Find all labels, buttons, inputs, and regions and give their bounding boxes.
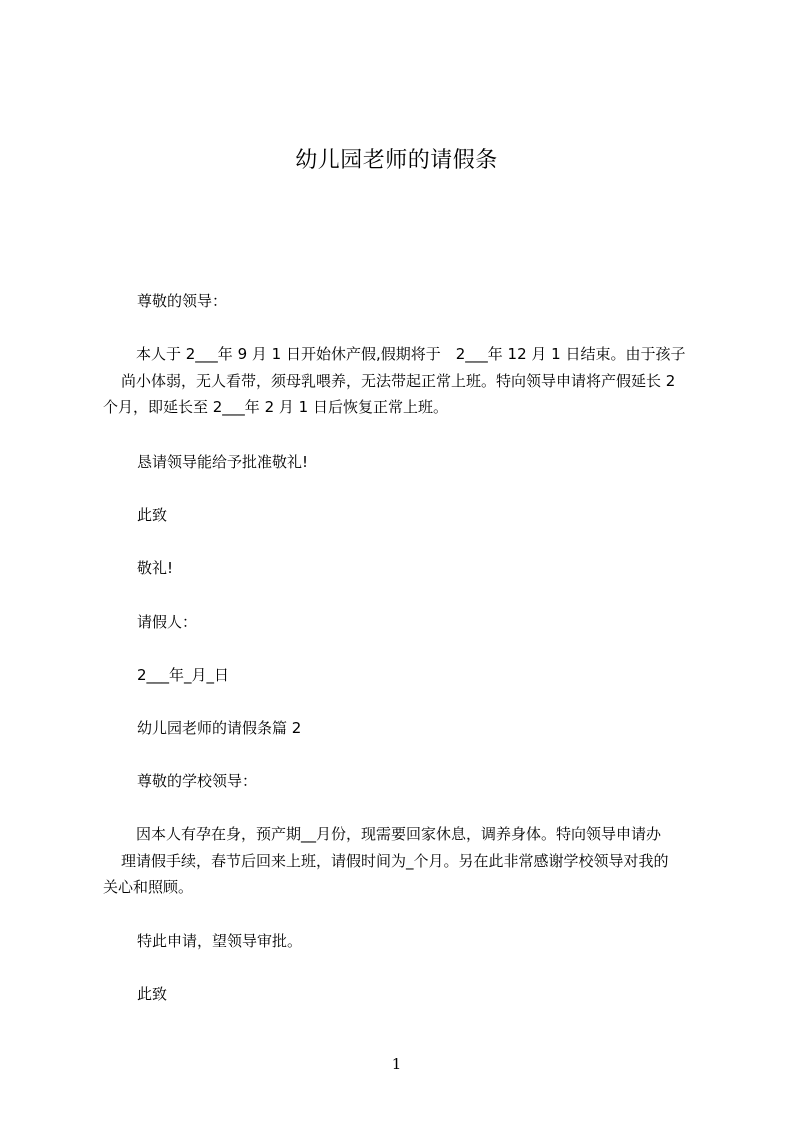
leave-request-paragraph-2 bbox=[103, 821, 698, 901]
salutation: 尊敬的领导： bbox=[137, 292, 228, 310]
request-line: 恳请领导能给予批准敬礼! bbox=[137, 453, 309, 471]
closing-jingli: 敬礼! bbox=[137, 559, 174, 577]
paragraph-line: 因本人有孕在身，预产期__月份，现需要回家休息，调养身体。特向领导申请办 bbox=[121, 825, 662, 843]
section-2-title: 幼儿园老师的请假条篇 2 bbox=[137, 719, 302, 737]
applicant-line: 请假人： bbox=[137, 613, 198, 631]
page-number: 1 bbox=[391, 1055, 402, 1073]
paragraph-line: 个月，即延长至 2___年 2 月 1 日后恢复正常上班。 bbox=[103, 398, 448, 416]
application-line: 特此申请，望领导审批。 bbox=[137, 932, 303, 950]
closing-cizhi: 此致 bbox=[137, 506, 168, 524]
document-title: 幼儿园老师的请假条 bbox=[295, 148, 498, 173]
salutation-2: 尊敬的学校领导： bbox=[137, 772, 258, 790]
leave-request-paragraph bbox=[103, 341, 698, 421]
paragraph-line: 尚小体弱，无人看带，须母乳喂养，无法带起正常上班。特向领导申请将产假延长 2 bbox=[121, 371, 676, 390]
date-line: 2___年_月_日 bbox=[137, 666, 230, 684]
paragraph-line: 关心和照顾。 bbox=[103, 878, 194, 896]
paragraph-line: 本人于 2___年 9 月 1 日开始休产假,假期将于 2___年 12 月 1 日结束。由于孩子 bbox=[121, 345, 686, 363]
paragraph-line: 理请假手续，春节后回来上班，请假时间为_个月。另在此非常感谢学校领导对我的 bbox=[121, 851, 669, 870]
closing-cizhi-2: 此致 bbox=[137, 985, 168, 1003]
